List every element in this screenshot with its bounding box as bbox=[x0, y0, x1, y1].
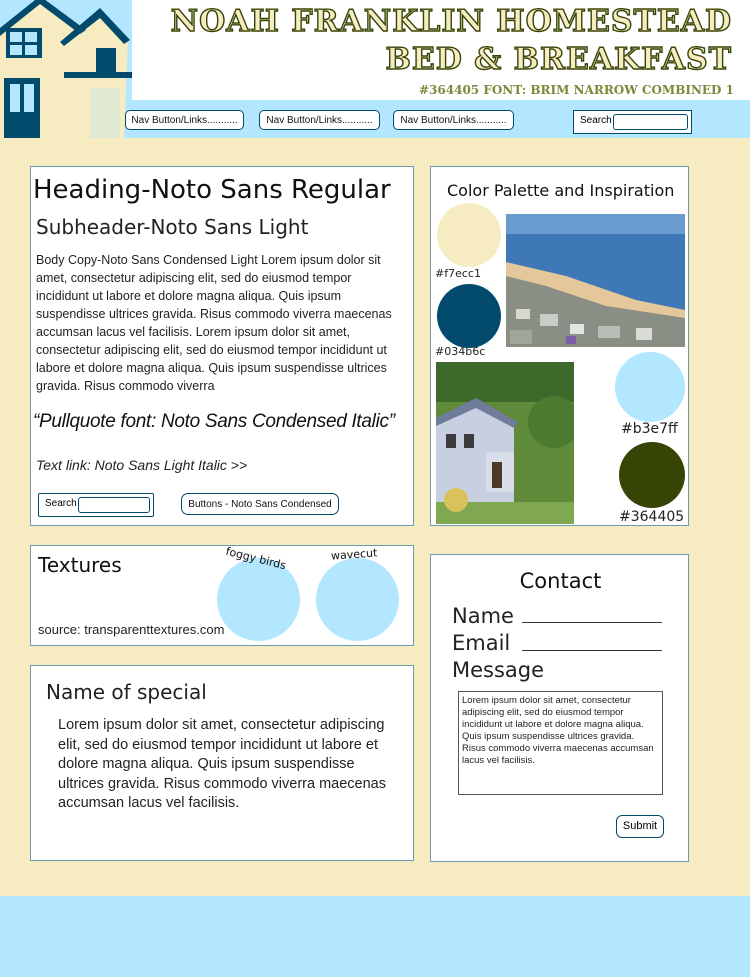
nav-search-label: Search bbox=[580, 115, 612, 126]
footer-band bbox=[0, 896, 750, 977]
contact-card bbox=[430, 554, 689, 862]
submit-button[interactable]: Submit bbox=[616, 815, 664, 838]
textures-card bbox=[30, 545, 414, 646]
texture-label: wavecut bbox=[330, 546, 378, 563]
texture-label: foggy birds bbox=[224, 544, 288, 573]
card-search-input[interactable] bbox=[78, 497, 150, 513]
texture-wavecut bbox=[316, 558, 399, 641]
swatch-label: #f7ecc1 bbox=[435, 267, 481, 280]
swatch-navy bbox=[437, 284, 501, 348]
beach-photo bbox=[506, 214, 685, 347]
email-field[interactable] bbox=[522, 640, 662, 651]
textures-source: source: transparenttextures.com bbox=[38, 622, 225, 637]
special-title: Name of special bbox=[46, 680, 207, 704]
card-search bbox=[38, 493, 154, 517]
swatch-label: #364405 bbox=[619, 509, 685, 525]
pullquote-sample: “Pullquote font: Noto Sans Condensed Italic” bbox=[33, 411, 395, 432]
typography-card bbox=[30, 166, 414, 526]
site-title-line2: BED & BREAKFAST bbox=[385, 42, 732, 77]
swatch-label: #034b6c bbox=[435, 345, 486, 358]
textures-title: Textures bbox=[38, 553, 122, 577]
special-card bbox=[30, 665, 414, 861]
heading-sample: Heading-Noto Sans Regular bbox=[33, 175, 391, 205]
house-logo-icon bbox=[0, 0, 132, 138]
nav-button-2[interactable]: Nav Button/Links........... bbox=[259, 110, 380, 130]
name-field[interactable] bbox=[522, 611, 662, 623]
swatch-olive bbox=[619, 442, 685, 508]
swatch-label: #b3e7ff bbox=[621, 421, 678, 437]
house-photo bbox=[436, 362, 574, 524]
nav-button-3[interactable]: Nav Button/Links........... bbox=[393, 110, 514, 130]
message-label: Message bbox=[452, 658, 545, 682]
texture-foggy-birds bbox=[217, 558, 300, 641]
swatch-sky bbox=[615, 352, 685, 422]
sample-button[interactable]: Buttons - Noto Sans Condensed bbox=[181, 493, 339, 515]
card-search-label: Search bbox=[45, 498, 77, 509]
site-title-line1: NOAH FRANKLIN HOMESTEAD bbox=[170, 4, 732, 39]
font-note: #364405 FONT: BRIM NARROW COMBINED 1 bbox=[419, 83, 734, 97]
body-copy-sample: Body Copy-Noto Sans Condensed Light Lorem ipsum dolor sit amet, consectetur adipiscing elit, sed do eiusmod tempor incididunt ut labore et dolore magna aliqua. Quis ipsum suspendisse ultrices gravida. Risus commodo viverra maecenas accumsan lacus vel facilisis. Lorem ipsum dolor sit amet, consectetur adipiscing elit, sed do eiusmod tempor incididunt ut labore et dolore magna aliqua. Quis ipsum suspendisse ultrices gravida. Risus commodo viverra bbox=[36, 253, 392, 393]
palette-title: Color Palette and Inspiration bbox=[447, 181, 675, 200]
nav-search-input[interactable] bbox=[613, 114, 688, 130]
name-label: Name bbox=[452, 604, 514, 628]
contact-title: Contact bbox=[519, 569, 602, 593]
swatch-cream bbox=[437, 203, 501, 267]
text-link-sample[interactable]: Text link: Noto Sans Light Italic >> bbox=[36, 457, 248, 473]
subheader-sample: Subheader-Noto Sans Light bbox=[36, 215, 309, 239]
nav-button-1[interactable]: Nav Button/Links........... bbox=[125, 110, 244, 130]
message-textarea[interactable]: Lorem ipsum dolor sit amet, consectetur adipiscing elit, sed do eiusmod tempor incididunt ut labore et dolore magna aliqua. Quis ipsum suspendisse ultrices gravida. Risus commodo viverra maecenas accumsan lacus vel facilisis. bbox=[458, 691, 663, 795]
special-body: Lorem ipsum dolor sit amet, consectetur adipiscing elit, sed do eiusmod tempor incididunt ut labore et dolore magna aliqua. Quis ipsum suspendisse ultrices gravida. Risus commodo viverra maecenas accumsan lacus vel facilisis. bbox=[58, 717, 386, 811]
nav-search bbox=[573, 110, 692, 134]
email-label: Email bbox=[452, 631, 511, 655]
palette-card bbox=[430, 166, 689, 526]
